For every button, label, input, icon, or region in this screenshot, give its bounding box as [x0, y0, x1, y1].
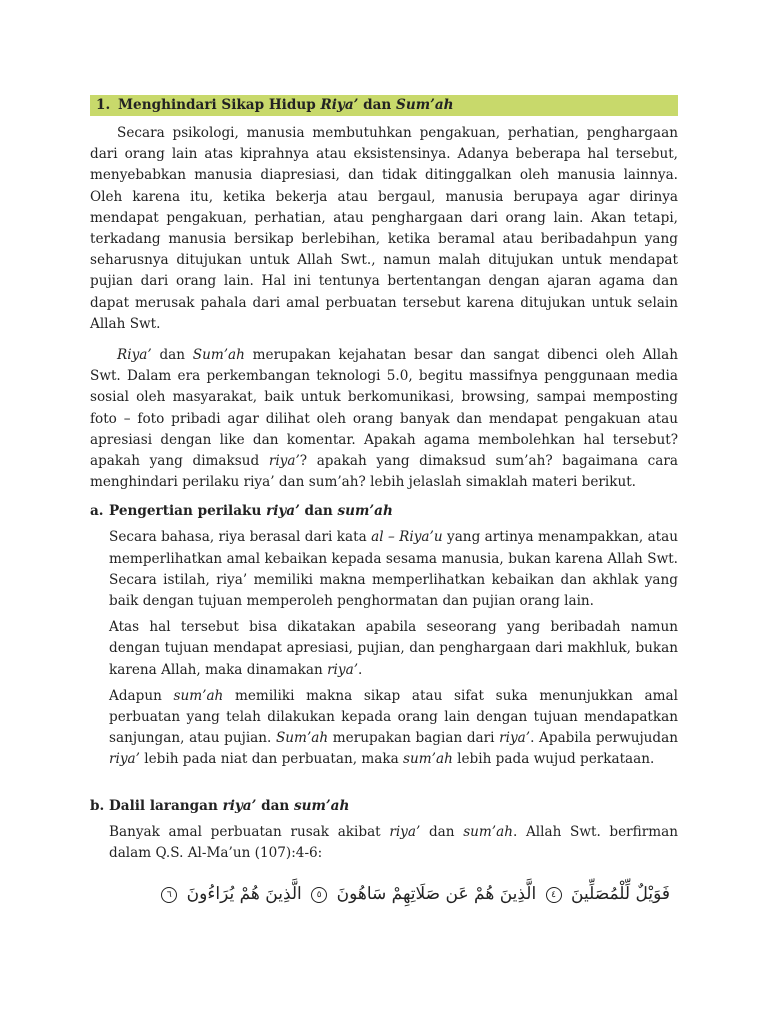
a2-end: .: [358, 661, 363, 678]
subheading-b-sumah: sum’ah: [294, 797, 350, 814]
a3-text-1: Adapun: [109, 687, 174, 704]
verse-4-number: ٤: [546, 887, 562, 903]
subheading-b: [90, 796, 678, 817]
subheading-b-riya: riya’: [222, 797, 257, 814]
p2-text-1: merupakan kejahatan besar dan sangat dibenci oleh Allah Swt. Dalam era perkembangan teknologi 5.0, begitu massifnya penggunaan media sosial oleh masyarakat, baik untuk berkomunikasi, browsing, sampai memposting foto – foto pribadi agar dilihat oleh orang banyak dan mendapat pengakuan atau apresiasi dengan like dan komentar. Apakah agama membolehkan hal tersebut? apakah yang dimaksud: [90, 347, 678, 470]
a3-text-2: memiliki makna sikap atau sifat suka menunjukkan amal perbuatan yang telah dilakukan kepada orang lain dengan tujuan mendapatkan sanjungan, atau pujian.: [109, 687, 678, 747]
a3-sumah-2: Sum’ah: [275, 730, 329, 747]
a2-text-1: Atas hal tersebut bisa dikatakan apabila seseorang yang beribadah namun dengan tujuan mendapat apresiasi, pujian, dan penghargaan dari makhluk, bukan karena Allah, maka dinamakan: [109, 619, 678, 678]
a1-al-riyau: al – Riya’u: [371, 529, 443, 546]
b1-text-2: dan: [420, 823, 464, 840]
intro-paragraph-2: [90, 345, 678, 493]
subheading-a: [90, 501, 678, 522]
subheading-a-dan: dan: [299, 503, 338, 520]
verse-6-text: الَّذِينَ هُمْ يُرَاءُونَ: [186, 884, 302, 905]
intro-paragraph-1: Secara psikologi, manusia membutuhkan pengakuan, perhatian, penghargaan dari orang lain atas kiprahnya atau eksistensinya. Adanya beberapa hal tersebut, menyebabkan manusia diapresiasi, dan tidak ditinggalkan oleh manusia lainnya. Oleh karena itu, ketika bekerja atau bergaul, manusia berupaya agar dirinya mendapat pengakuan, perhatian, atau penghargaan dari orang lain. Akan tetapi, terkadang manusia bersikap berlebihan, ketika beramal atau beribadahpun yang seharusnya ditujukan untuk Allah Swt., namun malah ditujukan untuk mendapat pujian dari orang lain. Hal ini tentunya bertentangan dengan ajaran agama dan dapat merusak pahala dari amal perbuatan tersebut karena ditujukan untuk selain Allah Swt.: [90, 125, 678, 332]
subheading-a-text: Pengertian perilaku: [109, 503, 267, 520]
heading-dan: dan: [358, 97, 397, 113]
a1-text-1: Secara bahasa, riya berasal dari kata: [109, 529, 372, 546]
a2-riya: riya’: [327, 661, 359, 678]
a3-text-6: lebih pada wujud perkataan.: [452, 751, 655, 768]
section-a-paragraph-3: [109, 686, 678, 771]
verse-5-number: ٥: [311, 887, 327, 903]
p2-riya-2: riya’: [268, 453, 300, 470]
p2-riya: Riya’: [117, 347, 152, 364]
heading-sumah: Sum’ah: [396, 97, 454, 113]
quran-verse-al-maun-4-6: [90, 880, 678, 908]
verse-5-text: الَّذِينَ هُمْ عَن صَلَاتِهِمْ سَاهُونَ: [336, 884, 537, 905]
a1-text-2: yang artinya menampakkan, atau memperlihatkan amal kebaikan kepada sesama manusia, bukan karena Allah Swt. Secara istilah, riya’ memiliki makna memperlihatkan kebaikan dan akhlak yang baik dengan tujuan memperoleh penghormatan dan pujian orang lain.: [109, 529, 678, 610]
section-a-paragraph-1: [109, 527, 678, 612]
b1-text-3: . Allah Swt. berfirman dalam Q.S. Al-Ma’un (107):4-6:: [109, 823, 678, 861]
subheading-a-sumah: sum’ah: [337, 503, 393, 520]
section-a-paragraph-2: [109, 617, 678, 681]
p2-sumah: Sum’ah: [192, 347, 245, 364]
subheading-a-riya: riya’: [266, 503, 300, 520]
subheading-b-label: b.: [90, 797, 105, 814]
heading-text: Menghindari Sikap Hidup: [118, 97, 321, 113]
a3-sumah-3: sum’ah: [403, 751, 453, 768]
p2-dan: dan: [151, 347, 193, 364]
subheading-a-label: a.: [90, 503, 104, 520]
p2-text-2: ? apakah yang dimaksud sum’ah? bagaimana cara menghindari perilaku riya’ dan sum’ah? lebih jelaslah simaklah materi berikut.: [90, 453, 678, 491]
a3-sumah: sum’ah: [173, 687, 224, 704]
a3-riya: riya’: [499, 730, 531, 747]
b1-sumah: sum’ah: [463, 823, 513, 840]
subheading-b-text: Dalil larangan: [109, 797, 223, 814]
heading-riya: Riya’: [320, 97, 359, 113]
a3-text-5: lebih pada niat dan perbuatan, maka: [139, 751, 404, 768]
document-page: [90, 95, 678, 908]
b1-text-1: Banyak amal perbuatan rusak akibat: [109, 823, 390, 840]
section-b-paragraph-1: [109, 822, 678, 864]
verse-6-number: ٦: [161, 887, 177, 903]
a3-text-3: merupakan bagian dari: [328, 730, 500, 747]
verse-4-text: فَوَيْلٌ لِّلْمُصَلِّينَ: [571, 884, 670, 905]
b1-riya: riya’: [389, 823, 421, 840]
a3-riya-2: riya’: [109, 751, 140, 768]
subheading-b-dan: dan: [256, 797, 295, 814]
section-number: 1.: [96, 97, 111, 113]
section-heading-1: [90, 95, 678, 116]
a3-text-4: . Apabila perwujudan: [530, 730, 678, 747]
